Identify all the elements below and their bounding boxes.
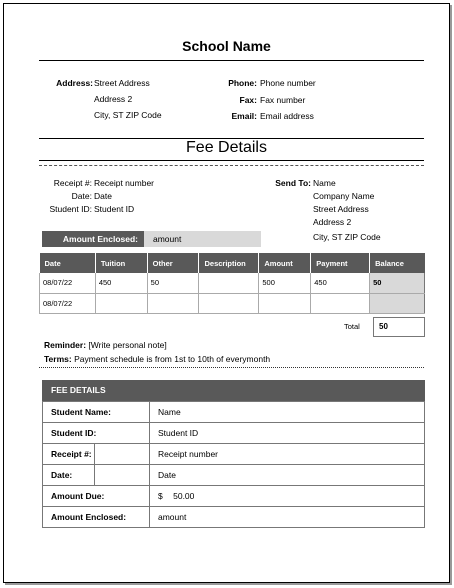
date-value[interactable]: Date [150, 465, 425, 486]
table-cell[interactable] [147, 293, 199, 313]
receipt-value[interactable]: Receipt number [150, 444, 425, 465]
fee-title-dashed-rule [39, 165, 424, 166]
address-line-3: City, ST ZIP Code [94, 110, 162, 120]
column-header-other: Other [147, 253, 199, 273]
date-label: Date: [51, 465, 95, 485]
column-header-description: Description [199, 253, 259, 273]
phone-value: Phone number [260, 78, 316, 88]
column-header-balance: Balance [370, 253, 425, 273]
receipt-student-id-value: Student ID [94, 204, 135, 214]
reminder-line [44, 340, 167, 350]
receipt-student-id-label: Student ID: [49, 204, 92, 214]
table-cell[interactable] [199, 293, 259, 313]
fee-details-heading: FEE DETAILS [42, 380, 425, 401]
receipt-label-cell [43, 444, 150, 465]
student-name-value[interactable]: Name [150, 402, 425, 423]
table-row [40, 273, 425, 293]
send-to-city: City, ST ZIP Code [313, 232, 381, 242]
fee-details-table [42, 401, 425, 528]
table-row [43, 465, 425, 486]
table-cell[interactable]: 450 [95, 273, 147, 293]
reminder-label: Reminder: [44, 340, 87, 350]
email-value: Email address [260, 111, 314, 121]
table-header-row [40, 253, 425, 273]
fax-label: Fax: [239, 95, 257, 105]
total-value: 50 [373, 317, 425, 337]
terms-label: Terms: [44, 354, 72, 364]
amount-enclosed-label: Amount Enclosed: [42, 231, 144, 247]
table-cell[interactable] [259, 293, 311, 313]
table-cell-balance: 50 [370, 273, 425, 293]
receipt-date-label: Date: [71, 191, 92, 201]
reminder-text[interactable]: [Write personal note] [88, 340, 167, 350]
table-cell[interactable]: 08/07/22 [40, 293, 96, 313]
amount-due-cell[interactable] [150, 486, 425, 507]
total-label: Total [344, 322, 360, 331]
fee-title-bottom-rule [39, 160, 424, 161]
send-to-street: Street Address [313, 204, 369, 214]
address-label: Address: [56, 78, 93, 88]
fee-items-table [39, 253, 425, 314]
column-header-tuition: Tuition [95, 253, 147, 273]
header-rule [39, 60, 424, 61]
table-cell[interactable]: 500 [259, 273, 311, 293]
receipt-label: Receipt #: [51, 444, 95, 464]
table-row [43, 444, 425, 465]
school-name-title: School Name [182, 38, 271, 54]
column-header-amount: Amount [259, 253, 311, 273]
address-line-1: Street Address [94, 78, 150, 88]
table-row [43, 486, 425, 507]
send-to-name: Name [313, 178, 336, 188]
table-cell[interactable] [199, 273, 259, 293]
table-cell[interactable] [95, 293, 147, 313]
column-header-payment: Payment [311, 253, 370, 273]
table-cell[interactable] [311, 293, 370, 313]
fee-receipt-page [3, 3, 450, 583]
currency-symbol: $ [158, 491, 163, 501]
terms-dotted-rule [39, 367, 424, 368]
amount-due-label: Amount Due: [43, 486, 150, 507]
receipt-date-value: Date [94, 191, 112, 201]
send-to-address-2: Address 2 [313, 217, 352, 227]
table-cell[interactable]: 450 [311, 273, 370, 293]
student-id-label: Student ID: [43, 423, 150, 444]
table-row [43, 423, 425, 444]
table-row [43, 507, 425, 528]
email-label: Email: [231, 111, 257, 121]
table-row [43, 402, 425, 423]
table-cell-balance [370, 293, 425, 313]
fax-value: Fax number [260, 95, 306, 105]
amount-enclosed-stub-value[interactable]: amount [150, 507, 425, 528]
column-header-date: Date [40, 253, 96, 273]
student-id-value[interactable]: Student ID [150, 423, 425, 444]
fee-details-title: Fee Details [186, 139, 267, 156]
amount-enclosed-value[interactable]: amount [144, 231, 261, 247]
student-name-label: Student Name: [43, 402, 150, 423]
table-cell[interactable]: 50 [147, 273, 199, 293]
phone-label: Phone: [228, 78, 257, 88]
receipt-number-value: Receipt number [94, 178, 155, 188]
address-line-2: Address 2 [94, 94, 133, 104]
amount-due-value: 50.00 [173, 491, 195, 501]
date-label-cell [43, 465, 150, 486]
send-to-label: Send To: [275, 178, 311, 188]
terms-text[interactable]: Payment schedule is from 1st to 10th of everymonth [74, 354, 271, 364]
table-row [40, 293, 425, 313]
amount-enclosed-stub-label: Amount Enclosed: [43, 507, 150, 528]
table-cell[interactable]: 08/07/22 [40, 273, 96, 293]
terms-line [44, 354, 270, 364]
send-to-company: Company Name [313, 191, 375, 201]
receipt-number-label: Receipt #: [53, 178, 92, 188]
